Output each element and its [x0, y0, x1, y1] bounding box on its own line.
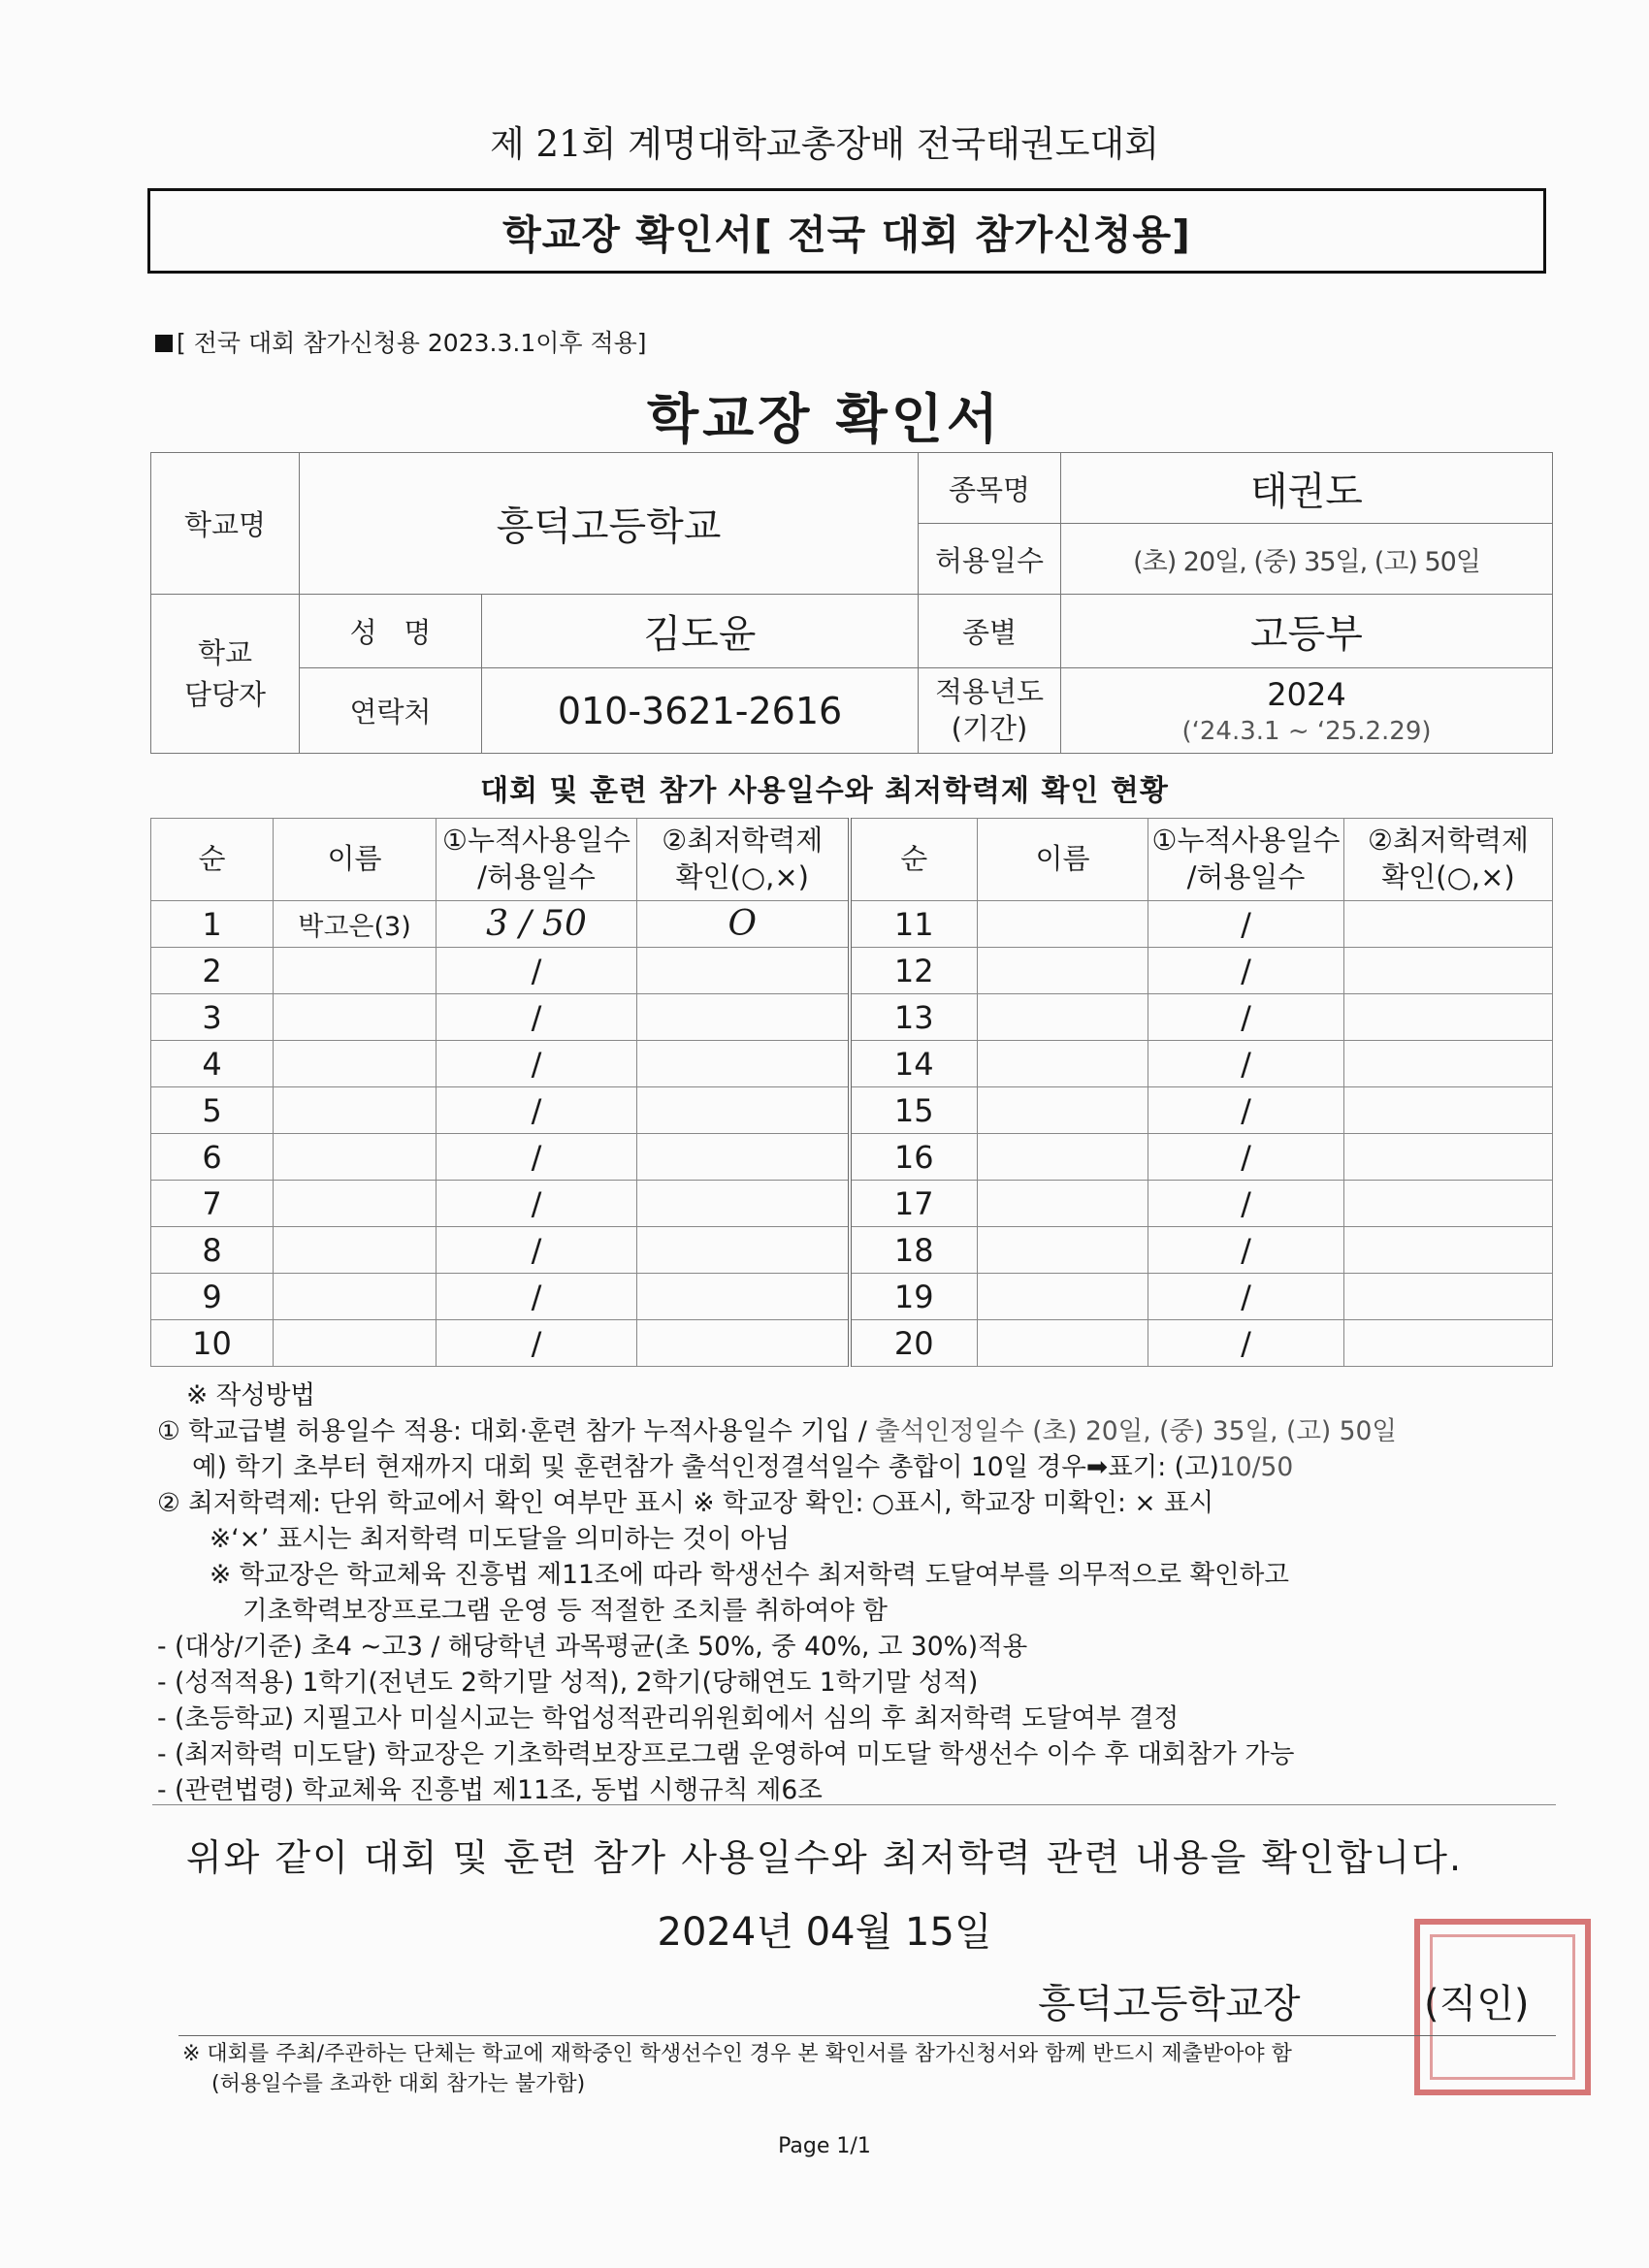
table-row [151, 1274, 1553, 1320]
days-used: / [1148, 1181, 1344, 1227]
academic-check [637, 1041, 850, 1087]
sport-value: 태권도 [1061, 453, 1553, 524]
row-number: 11 [850, 901, 978, 948]
footer-divider [178, 2035, 1556, 2036]
school-info-table [150, 452, 1553, 754]
academic-check [637, 1181, 850, 1227]
instruction-item-2: ② 최저학력제: 단위 학교에서 확인 여부만 표시 ※ 학교장 확인: ○표시, 학교장 미확인: × 표시 [157, 1488, 1214, 1518]
instructions-heading: ※ 작성방법 [186, 1380, 316, 1410]
instruction-dash-1: - (대상/기준) 초4 ~고3 / 해당학년 과목평균(초 50%, 중 40%, 고 30%)적용 [157, 1632, 1028, 1662]
participation-table [150, 818, 1553, 1367]
athlete-name [978, 948, 1148, 994]
table-row [151, 948, 1553, 994]
school-name-label: 학교명 [151, 453, 300, 595]
athlete-name [978, 1087, 1148, 1134]
instruction-item-1-text: ① 학교급별 허용일수 적용: 대회·훈련 참가 누적사용일수 기입 / [157, 1416, 876, 1446]
seal-label: (직인) [1424, 1982, 1530, 2026]
row-number: 3 [151, 994, 274, 1041]
col-header-days: ①누적사용일수 /허용일수 [436, 819, 637, 901]
athlete-name [274, 1320, 436, 1367]
days-used: / [436, 1320, 637, 1367]
days-used: / [436, 1087, 637, 1134]
principal-name: 흥덕고등학교장 [1038, 1982, 1301, 2026]
table-row [151, 1181, 1553, 1227]
academic-check [1344, 1181, 1553, 1227]
days-used: / [436, 994, 637, 1041]
academic-check [637, 1087, 850, 1134]
row-number: 1 [151, 901, 274, 948]
divider [152, 1804, 1556, 1805]
division-label: 종별 [919, 595, 1061, 668]
row-number: 20 [850, 1320, 978, 1367]
allowed-days-value: (초) 20일, (중) 35일, (고) 50일 [1061, 524, 1553, 595]
table-row [151, 901, 1553, 948]
athlete-name [978, 1134, 1148, 1181]
year-cell [1061, 668, 1553, 754]
row-number: 18 [850, 1227, 978, 1274]
academic-check [637, 994, 850, 1041]
athlete-name [274, 948, 436, 994]
row-number: 4 [151, 1041, 274, 1087]
manager-name-label: 성 명 [300, 595, 482, 668]
col-header-name: 이름 [274, 819, 436, 901]
allowed-days-label: 허용일수 [919, 524, 1061, 595]
academic-check [1344, 1041, 1553, 1087]
academic-check [1344, 1134, 1553, 1181]
days-used: / [1148, 1041, 1344, 1087]
athlete-name [978, 1181, 1148, 1227]
row-number: 6 [151, 1134, 274, 1181]
athlete-name [978, 1274, 1148, 1320]
athlete-name [274, 1041, 436, 1087]
col-header-no: 순 [151, 819, 274, 901]
academic-check [637, 1134, 850, 1181]
athlete-name [978, 994, 1148, 1041]
row-number: 14 [850, 1041, 978, 1087]
athlete-name [274, 1134, 436, 1181]
table-row [151, 1227, 1553, 1274]
table-row [151, 1134, 1553, 1181]
row-number: 17 [850, 1181, 978, 1227]
days-used: / [436, 1134, 637, 1181]
row-number: 16 [850, 1134, 978, 1181]
table-row [151, 1320, 1553, 1367]
row-number: 9 [151, 1274, 274, 1320]
days-used: / [1148, 1320, 1344, 1367]
footer-note [182, 2039, 1292, 2099]
col-header-no: 순 [850, 819, 978, 901]
days-used: / [1148, 1227, 1344, 1274]
col-header-check: ②최저학력제 확인(○,×) [1344, 819, 1553, 901]
manager-label: 학교 담당자 [151, 595, 300, 754]
academic-check [1344, 1320, 1553, 1367]
academic-check: O [637, 901, 850, 948]
instruction-dash-3: - (초등학교) 지필고사 미실시교는 학업성적관리위원회에서 심의 후 최저학력 도달여부 결정 [157, 1703, 1180, 1733]
days-used: / [1148, 1134, 1344, 1181]
academic-check [1344, 948, 1553, 994]
academic-check [637, 1274, 850, 1320]
instruction-example-text: 예) 학기 초부터 현재까지 대회 및 훈련참가 출석인정결석일수 총합이 10일 경우➡표기: (고) [192, 1452, 1219, 1482]
footer-note-line-2: (허용일수를 초과한 대회 참가는 불가함) [211, 2072, 586, 2096]
instruction-example [157, 1449, 1554, 1485]
instruction-item-1 [157, 1413, 1554, 1449]
days-used: 3 / 50 [436, 901, 637, 948]
days-used: / [436, 948, 637, 994]
year-value: 2024 [1267, 675, 1346, 713]
instruction-item-2a: ※‘×’ 표시는 최저학력 미도달을 의미하는 것이 아님 [210, 1524, 791, 1554]
form-banner: 학교장 확인서[ 전국 대회 참가신청용] [147, 188, 1546, 274]
footer-note-line-1: ※ 대회를 주최/주관하는 단체는 학교에 재학중인 학생선수인 경우 본 확인서를 참가신청서와 함께 반드시 제출받아야 함 [182, 2042, 1292, 2066]
year-label: 적용년도 (기간) [919, 668, 1061, 754]
athlete-name: 박고은(3) [274, 901, 436, 948]
sport-label: 종목명 [919, 453, 1061, 524]
academic-check [637, 1227, 850, 1274]
table-row [151, 1041, 1553, 1087]
instruction-dash-2: - (성적적용) 1학기(전년도 2학기말 성적), 2학기(당해연도 1학기말 성적) [157, 1668, 979, 1698]
document-date: 2024년 04월 15일 [657, 1910, 992, 1955]
row-number: 2 [151, 948, 274, 994]
col-header-check: ②최저학력제 확인(○,×) [637, 819, 850, 901]
days-used: / [1148, 1274, 1344, 1320]
row-number: 19 [850, 1274, 978, 1320]
row-number: 15 [850, 1087, 978, 1134]
year-period: (‘24.3.1 ~ ‘25.2.29) [1181, 716, 1432, 746]
square-bullet-icon [155, 335, 173, 352]
contact-value: 010-3621-2616 [482, 668, 919, 754]
days-used: / [1148, 948, 1344, 994]
days-used: / [1148, 994, 1344, 1041]
row-number: 8 [151, 1227, 274, 1274]
school-name-value: 흥덕고등학교 [300, 453, 919, 595]
section-title: 대회 및 훈련 참가 사용일수와 최저학력제 확인 현황 [480, 774, 1169, 808]
instruction-dash-4: - (최저학력 미도달) 학교장은 기초학력보장프로그램 운영하여 미도달 학생선수 이수 후 대회참가 가능 [157, 1739, 1295, 1769]
days-used: / [436, 1227, 637, 1274]
days-used: / [436, 1181, 637, 1227]
row-number: 13 [850, 994, 978, 1041]
athlete-name [978, 1041, 1148, 1087]
instructions [157, 1377, 1554, 1808]
page-number: Page 1/1 [778, 2134, 871, 2158]
athlete-name [274, 994, 436, 1041]
instruction-item-1-grey: 출석인정일수 (초) 20일, (중) 35일, (고) 50일 [875, 1416, 1398, 1446]
col-header-name: 이름 [978, 819, 1148, 901]
applicability-text: [ 전국 대회 참가신청용 2023.3.1이후 적용] [177, 329, 647, 357]
instruction-example-grey: 10/50 [1218, 1452, 1294, 1482]
table-row [151, 994, 1553, 1041]
applicability-note [155, 324, 647, 359]
row-number: 5 [151, 1087, 274, 1134]
academic-check [1344, 901, 1553, 948]
document-title: 학교장 확인서 [647, 388, 1002, 450]
days-used: / [436, 1274, 637, 1320]
athlete-name [274, 1087, 436, 1134]
instruction-dash-5: - (관련법령) 학교체육 진흥법 제11조, 동법 시행규칙 제6조 [157, 1775, 823, 1805]
confirmation-statement: 위와 같이 대회 및 훈련 참가 사용일수와 최저학력 관련 내용을 확인합니다. [185, 1836, 1464, 1879]
instruction-item-2b: ※ 학교장은 학교체육 진흥법 제11조에 따라 학생선수 최저학력 도달여부를 의무적으로 확인하고 [210, 1560, 1289, 1590]
athlete-name [978, 1227, 1148, 1274]
days-used: / [1148, 1087, 1344, 1134]
row-number: 12 [850, 948, 978, 994]
academic-check [1344, 1087, 1553, 1134]
instruction-item-2c: 기초학력보장프로그램 운영 등 적절한 조치를 취하여야 함 [242, 1596, 888, 1626]
days-used: / [1148, 901, 1344, 948]
academic-check [1344, 1227, 1553, 1274]
row-number: 7 [151, 1181, 274, 1227]
athlete-name [274, 1274, 436, 1320]
academic-check [1344, 994, 1553, 1041]
athlete-name [274, 1227, 436, 1274]
table-row [151, 1087, 1553, 1134]
academic-check [1344, 1274, 1553, 1320]
days-used: / [436, 1041, 637, 1087]
row-number: 10 [151, 1320, 274, 1367]
manager-name-value: 김도윤 [482, 595, 919, 668]
academic-check [637, 1320, 850, 1367]
event-title: 제 21회 계명대학교총장배 전국태권도대회 [490, 123, 1159, 165]
col-header-days: ①누적사용일수 /허용일수 [1148, 819, 1344, 901]
division-value: 고등부 [1061, 595, 1553, 668]
athlete-name [978, 1320, 1148, 1367]
contact-label: 연락처 [300, 668, 482, 754]
athlete-name [274, 1181, 436, 1227]
athlete-name [978, 901, 1148, 948]
academic-check [637, 948, 850, 994]
